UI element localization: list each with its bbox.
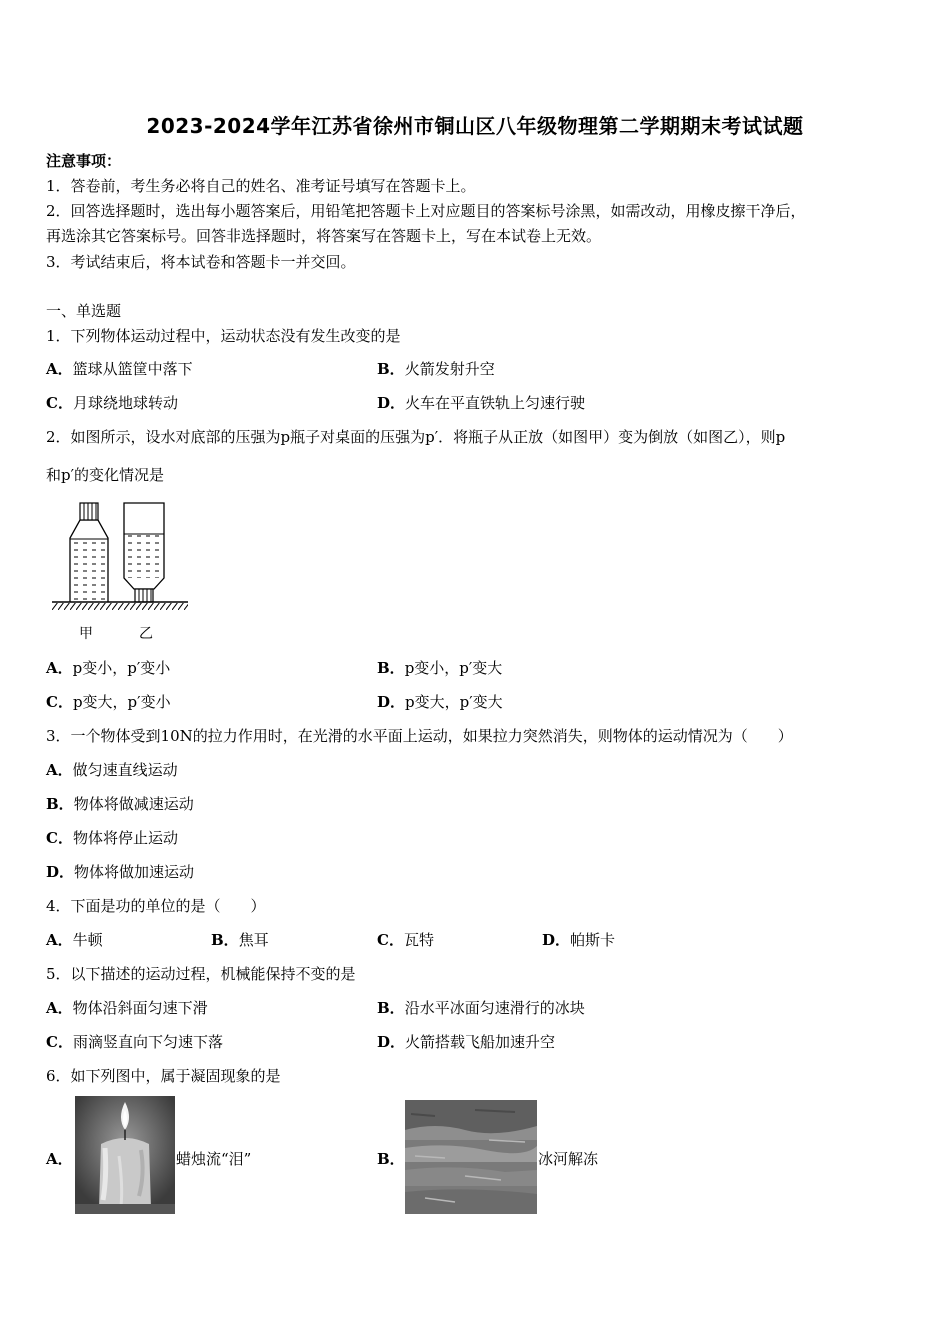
option-label: C． <box>377 931 404 949</box>
question-1-option-b[interactable] <box>377 360 495 378</box>
option-label: A． <box>46 761 73 779</box>
option-text: 火箭搭载飞船加速升空 <box>405 1033 556 1051</box>
question-2-stem-line2: 和p′的变化情况是 <box>46 466 165 484</box>
option-label: A． <box>46 360 73 378</box>
question-3-option-b[interactable] <box>46 795 194 813</box>
option-text: 沿水平冰面匀速滑行的冰块 <box>404 999 585 1017</box>
option-label: C． <box>46 693 73 711</box>
option-text: p变大，p′变小 <box>72 693 171 711</box>
option-text: 物体将做减速运动 <box>73 795 194 813</box>
option-label: B． <box>377 999 405 1017</box>
bottle-inverted <box>124 503 164 602</box>
option-label: D． <box>542 931 571 949</box>
notice-heading: 注意事项： <box>46 152 122 170</box>
option-label: C． <box>46 829 73 847</box>
option-label: A． <box>46 931 73 949</box>
option-text: 月球绕地球转动 <box>72 394 178 412</box>
question-1-option-d[interactable] <box>377 394 585 412</box>
option-label: C． <box>46 394 73 412</box>
option-text: 帕斯卡 <box>570 931 616 949</box>
notice-item-3: 3．考试结束后，将本试卷和答题卡一并交回。 <box>46 253 356 271</box>
question-2-option-b[interactable] <box>377 659 502 677</box>
option-text: 物体将停止运动 <box>72 829 178 847</box>
option-text: 做匀速直线运动 <box>72 761 178 779</box>
option-label: D． <box>46 863 75 881</box>
option-label: B． <box>211 931 239 949</box>
option-text: 火箭发射升空 <box>404 360 495 378</box>
option-text: p变大，p′变大 <box>405 693 503 711</box>
page-title: 2023-2024学年江苏省徐州市铜山区八年级物理第二学期期末考试试题 <box>146 114 804 138</box>
option-text: p变小，p′变小 <box>72 659 171 677</box>
question-1-stem: 1．下列物体运动过程中，运动状态没有发生改变的是 <box>46 327 401 345</box>
question-6-stem: 6．如下列图中，属于凝固现象的是 <box>46 1067 281 1085</box>
notice-item-2-cont: 再选涂其它答案标号。回答非选择题时，将答案写在答题卡上，写在本试卷上无效。 <box>46 227 602 245</box>
question-3-option-d[interactable] <box>46 863 194 881</box>
option-label: B． <box>377 360 405 378</box>
option-text: 牛顿 <box>72 931 103 949</box>
question-4-option-b[interactable] <box>211 931 269 949</box>
question-2-option-d[interactable] <box>377 693 503 711</box>
bottle-upright <box>70 503 108 602</box>
question-6-option-b-text: 冰河解冻 <box>538 1150 599 1168</box>
question-6-option-a-label[interactable]: A． <box>46 1150 73 1168</box>
option-text: 瓦特 <box>403 931 434 949</box>
question-2-stem-line1: 2．如图所示，设水对底部的压强为p瓶子对桌面的压强为p′．将瓶子从正放（如图甲）变为倒放（如图乙），则p <box>46 428 786 446</box>
notice-item-1: 1．答卷前，考生务必将自己的姓名、准考证号填写在答题卡上。 <box>46 177 476 195</box>
notice-item-2: 2．回答选择题时，选出每小题答案后，用铅笔把答题卡上对应题目的答案标号涂黑，如需改动，用橡皮擦干净后， <box>46 202 806 220</box>
option-label: A． <box>46 999 73 1017</box>
question-1-option-a[interactable] <box>46 360 193 378</box>
question-4-option-a[interactable] <box>46 931 103 949</box>
candle-photo <box>75 1096 175 1214</box>
option-label: B． <box>46 795 74 813</box>
question-6-option-b-label[interactable]: B． <box>377 1150 405 1168</box>
option-text: p变小，p′变大 <box>404 659 503 677</box>
bottle-diagram <box>46 498 196 646</box>
frozen-river-photo <box>405 1100 537 1214</box>
option-text: 焦耳 <box>238 931 269 949</box>
question-4-option-c[interactable] <box>377 931 434 949</box>
question-5-stem: 5．以下描述的运动过程，机械能保持不变的是 <box>46 965 356 983</box>
question-3-option-a[interactable] <box>46 761 178 779</box>
question-2-option-c[interactable] <box>46 693 171 711</box>
question-3-stem: 3．一个物体受到10N的拉力作用时，在光滑的水平面上运动，如果拉力突然消失，则物体的运动情况为（ ） <box>46 727 793 745</box>
section-heading: 一、单选题 <box>46 302 122 320</box>
question-4-stem: 4．下面是功的单位的是（ ） <box>46 897 266 915</box>
question-5-option-c[interactable] <box>46 1033 223 1051</box>
option-label: A． <box>46 659 73 677</box>
question-5-option-d[interactable] <box>377 1033 555 1051</box>
option-label: D． <box>377 693 406 711</box>
option-text: 篮球从篮筐中落下 <box>72 360 193 378</box>
question-2-option-a[interactable] <box>46 659 170 677</box>
question-3-option-c[interactable] <box>46 829 178 847</box>
option-text: 物体沿斜面匀速下滑 <box>72 999 208 1017</box>
question-5-option-b[interactable] <box>377 999 585 1017</box>
question-1-option-c[interactable] <box>46 394 178 412</box>
table-surface <box>52 602 188 610</box>
question-5-option-a[interactable] <box>46 999 208 1017</box>
figure-label-yi: 乙 <box>139 626 153 642</box>
question-4-option-d[interactable] <box>542 931 615 949</box>
option-text: 雨滴竖直向下匀速下落 <box>72 1033 223 1051</box>
option-label: C． <box>46 1033 73 1051</box>
option-text: 物体将做加速运动 <box>74 863 195 881</box>
figure-label-jia: 甲 <box>79 626 93 642</box>
option-label: D． <box>377 1033 406 1051</box>
option-label: D． <box>377 394 406 412</box>
question-6-option-a-text: 蜡烛流“泪” <box>176 1150 252 1168</box>
option-label: B． <box>377 659 405 677</box>
option-text: 火车在平直铁轨上匀速行驶 <box>405 394 586 412</box>
